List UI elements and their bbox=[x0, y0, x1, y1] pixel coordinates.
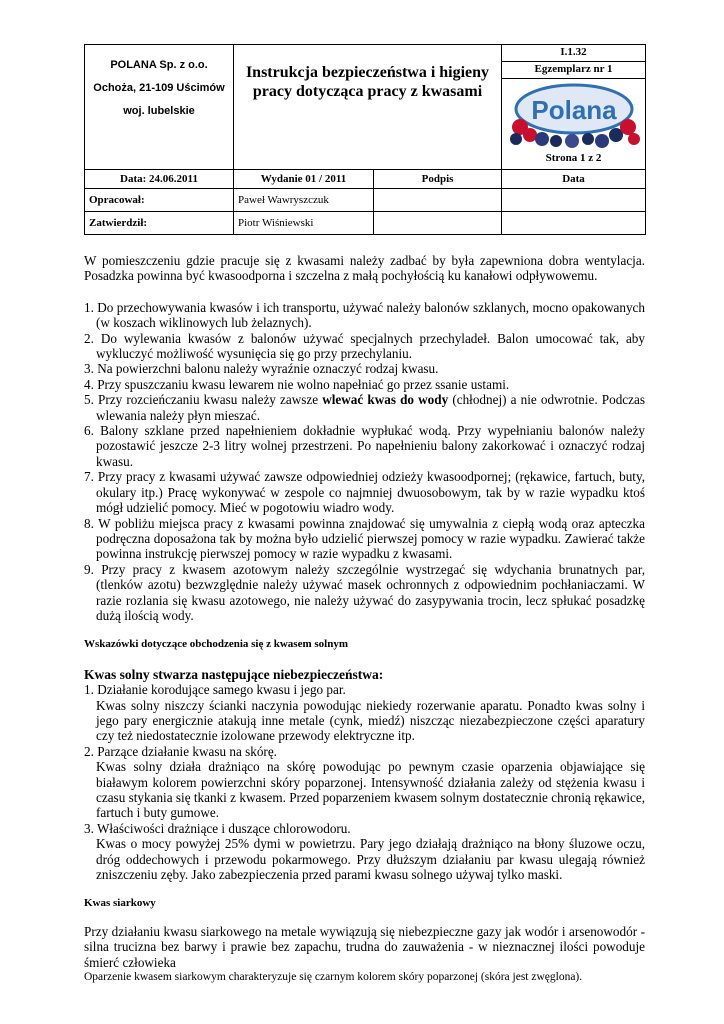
company-info bbox=[85, 45, 234, 170]
hcl-item-text: Kwas o mocy powyżej 25% dymi w powietrzu. Pary jego działają drażniąco na błony śluzowe oczu, dróg oddechowych i przewodu pokarmowego. Przy dłuższym działaniu par kwasu ulegają również zniszczeniu zęby. Jako zabezpieczenia przed parami kwasu solnego używaj tylko maski. bbox=[96, 836, 645, 883]
document-header-table bbox=[84, 44, 646, 235]
rule5-before: 5. Przy rozcieńczaniu kwasu należy zawsze bbox=[84, 392, 323, 408]
rules-list bbox=[84, 300, 645, 624]
rule-item bbox=[84, 392, 645, 423]
hcl-item bbox=[84, 682, 645, 744]
polana-logo bbox=[502, 79, 646, 151]
approved-name: Piotr Wiśniewski bbox=[234, 212, 374, 235]
rule-item: 7. Przy pracy z kwasami używać zawsze odpowiedniej odzieży kwasoodpornej; (rękawice, fartuch, buty, okulary itp.) Pracę wykonywać w zespole co najmniej dwuosobowym, tak by w razie wypadku ktoś mógł udzielić pomocy. Mieć w pogotowiu wiadro wody. bbox=[84, 469, 645, 516]
company-address: Ochoża, 21-109 Uścimów bbox=[93, 82, 225, 94]
company-region: woj. lubelskie bbox=[123, 105, 195, 117]
approved-signature bbox=[374, 212, 502, 235]
document-body bbox=[84, 253, 645, 984]
rule-item: 8. W pobliżu miejsca pracy z kwasami powinna znajdować się umywalnia z ciepłą wodą oraz apteczka podręczna doposażona tak by można było udzielić pierwszej pomocy w razie wypadku. Zawierać także powinna instrukcję pierwszej pomocy w razie wypadku z kwasami. bbox=[84, 515, 645, 562]
rule-item: 3. Na powierzchni balonu należy wyraźnie oznaczyć rodzaj kwasu. bbox=[84, 361, 439, 377]
document-title: Instrukcja bezpieczeństwa i higieny pracy dotycząca pracy z kwasami bbox=[234, 45, 502, 170]
document-code: I.1.32 bbox=[502, 45, 646, 62]
rule5-after: (chłodnej) a nie odwrotnie. Podczas wlewania należy płyn mieszać. bbox=[96, 392, 645, 423]
h2so4-paragraph: Przy działaniu kwasu siarkowego na metale wywiązują się niebezpieczne gazy jak wodór i arsenowodór - silna trucizna bez barwy i prawie bez zapachu, trudna do zauważenia - w nieznacznej ilości powoduje śmierć człowieka bbox=[84, 923, 645, 970]
approved-date bbox=[502, 212, 646, 235]
date-header: Data bbox=[502, 170, 646, 189]
edition-cell: Wydanie 01 / 2011 bbox=[234, 170, 374, 189]
prepared-signature bbox=[374, 189, 502, 212]
hcl-item-text: Kwas solny działa drażniąco na skórę powodując po pewnym czasie oparzenia objawiające się białawym kolorem powierzchni skóry poparzonej. Intensywność działania zależy od stężenia kwasu i czasu stykania się tkanki z kwasem. Przed poparzeniem kwasem solnym dostatecznie chronią rękawice, fartuch i buty gumowe. bbox=[96, 759, 645, 821]
prepared-date bbox=[502, 189, 646, 212]
rule-item: 1. Do przechowywania kwasów i ich transportu, używać należy balonów szklanych, mocno opakowanych (w koszach wiklinowych lub żelaznych). bbox=[84, 299, 645, 331]
rule-item: 4. Przy spuszczaniu kwasu lewarem nie wolno napełniać go przez ssanie ustami. bbox=[84, 376, 510, 392]
approved-label: Zatwierdził: bbox=[85, 212, 234, 235]
intro-paragraph: W pomieszczeniu gdzie pracuje się z kwasami należy zadbać by była zapewniona dobra wentylacja. Posadzka powinna być kwasoodporna i szczelna z małą pochyłością ku kanałowi odpływowemu. bbox=[84, 253, 645, 284]
h2so4-heading: Kwas siarkowy bbox=[84, 897, 156, 910]
signature-header: Podpis bbox=[374, 170, 502, 189]
rule5-bold: wlewać kwas do wody bbox=[322, 392, 449, 408]
hcl-heading: Wskazówki dotyczące obchodzenia się z kwasem solnym bbox=[84, 638, 348, 651]
hcl-item bbox=[84, 744, 645, 821]
rule-item: 9. Przy pracy z kwasem azotowym należy szczególnie wystrzegać się wdychania brunatnych par, (tlenków azotu) bezwzględnie należy używać masek ochronnych z odpowiednim pochłaniaczami. W razie rozlania się kwasu azotowego, nie należy używać do zasypywania trocin, lecz spłukać posadzkę dużą ilością wody. bbox=[84, 561, 645, 623]
prepared-label: Opracował: bbox=[85, 189, 234, 212]
rule-item: 6. Balony szklane przed napełnieniem dokładnie wypłukać wodą. Przy wypełnianiu balonów należy pozostawić jeszcze 2-3 litry wolnej przestrzeni. Po napełnieniu balony zakorkować i oznaczyć rodzaj kwasu. bbox=[84, 423, 645, 469]
page-number: Strona 1 z 2 bbox=[545, 152, 602, 164]
hcl-item bbox=[84, 821, 645, 883]
hcl-item-text: Kwas solny niszczy ścianki naczynia powodując niekiedy rozerwanie aparatu. Ponadto kwas solny i jego pary energicznie atakują inne metale (cynk, miedź) niszcząc niezabezpieczone części aparatury czy też niedostatecznie izolowane przewody elektryczne itp. bbox=[96, 697, 645, 744]
logo-cell bbox=[502, 79, 646, 170]
hcl-item-title: 3. Właściwości drażniące i duszące chlorowodoru. bbox=[84, 820, 351, 836]
prepared-name: Paweł Wawryszczuk bbox=[234, 189, 374, 212]
h2so4-note: Oparzenie kwasem siarkowym charakteryzuje się czarnym kolorem skóry poparzonej (skóra jest zwęglona). bbox=[84, 971, 583, 984]
copy-number: Egzemplarz nr 1 bbox=[502, 62, 646, 79]
hcl-dangers-heading: Kwas solny stwarza następujące niebezpieczeństwa: bbox=[84, 666, 384, 682]
logo-text: Polana bbox=[531, 95, 617, 125]
hcl-item-title: 2. Parzące działanie kwasu na skórę. bbox=[84, 743, 277, 759]
date-cell: Data: 24.06.2011 bbox=[85, 170, 234, 189]
rule-item: 2. Do wylewania kwasów z balonów używać specjalnych przechyladeł. Balon umocować tak, aby wykluczyć możliwość wysunięcia się go przy przechylaniu. bbox=[84, 330, 645, 362]
hcl-item-title: 1. Działanie korodujące samego kwasu i jego par. bbox=[84, 682, 346, 698]
company-name: POLANA Sp. z o.o. bbox=[110, 59, 208, 71]
